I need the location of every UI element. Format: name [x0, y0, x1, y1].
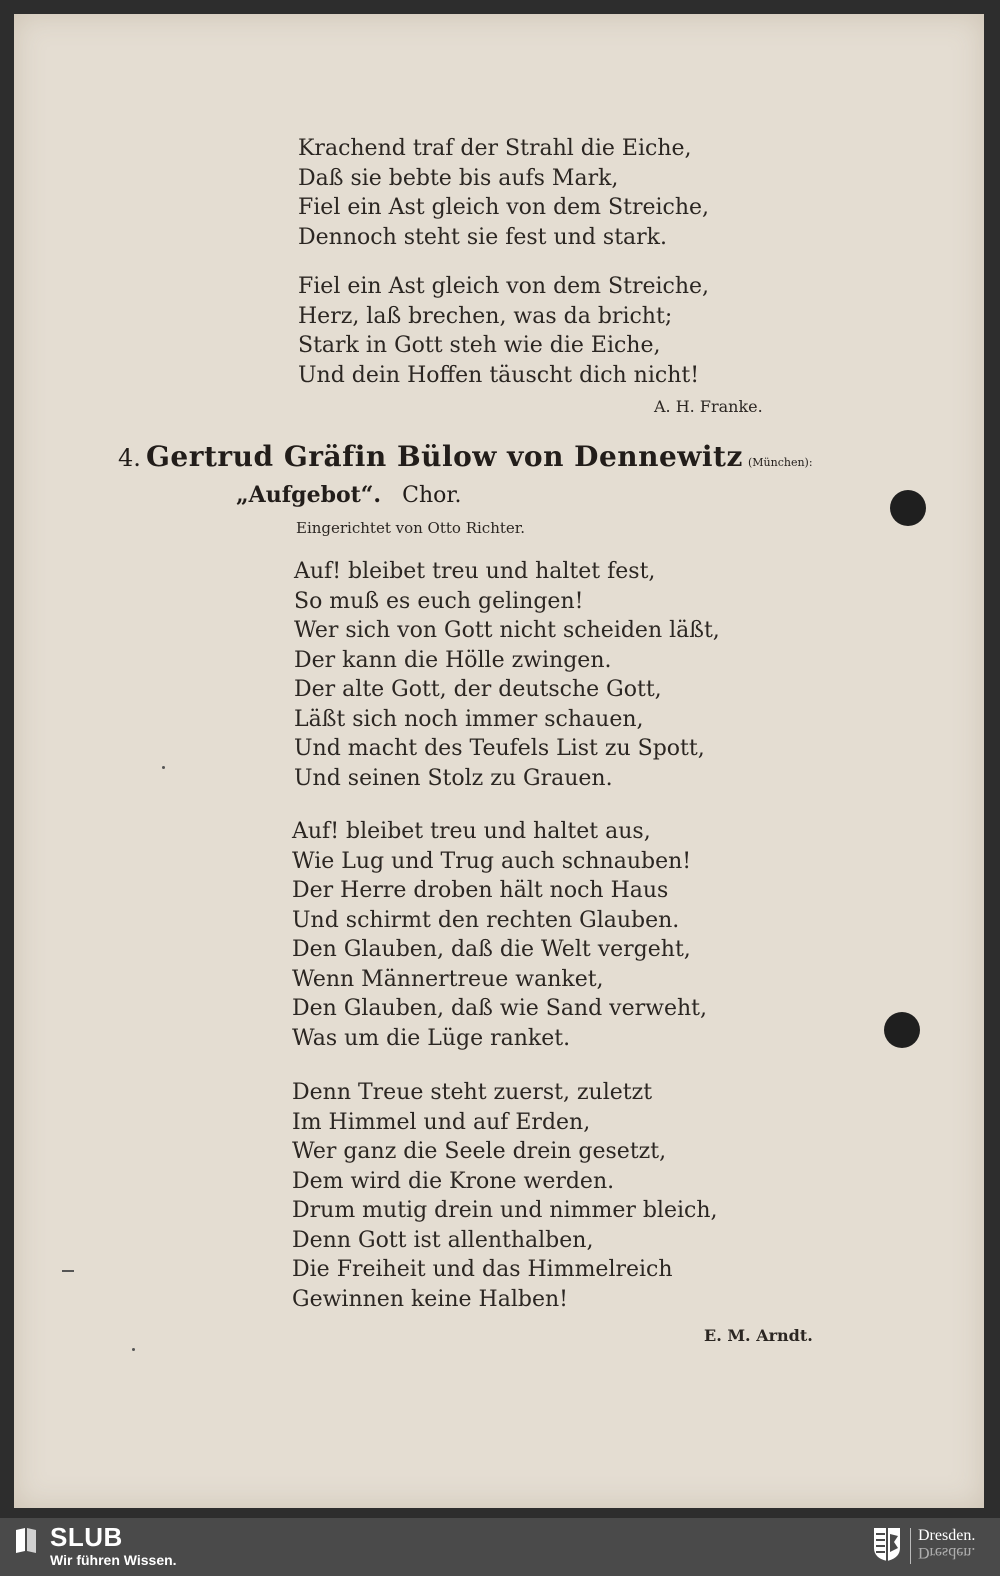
verse-line: Den Glauben, daß wie Sand verweht,: [292, 996, 707, 1021]
dresden-logo-reflection: Dresden.: [918, 1544, 976, 1561]
verse-line: Gewinnen keine Halben!: [292, 1286, 568, 1312]
verse-line: Der kann die Hölle zwingen.: [294, 647, 612, 673]
section-number: 4.: [118, 444, 141, 472]
verse-line: Daß sie bebte bis aufs Mark,: [298, 165, 619, 191]
composer-place: (München):: [747, 456, 813, 469]
verse-line: Dennoch steht sie fest und stark.: [298, 224, 668, 250]
verse-line: Drum mutig drein und nimmer bleich,: [292, 1198, 718, 1223]
piece-subtitle: [236, 482, 461, 508]
verse-line: Der alte Gott, der deutsche Gott,: [294, 677, 662, 702]
verse-line: Wie Lug und Trug auch schnauben!: [292, 848, 692, 874]
verse-line: Den Glauben, daß die Welt vergeht,: [292, 937, 691, 962]
verse-line: Wer ganz die Seele drein gesetzt,: [292, 1139, 667, 1164]
verse-line: Im Himmel und auf Erden,: [292, 1109, 591, 1135]
verse-line: Wenn Männertreue wanket,: [292, 966, 604, 992]
slub-tagline: Wir führen Wissen.: [50, 1552, 177, 1568]
poem2-author: E. M. Arndt.: [704, 1326, 813, 1345]
paper-speck: [132, 1348, 135, 1351]
piece-kind: Chor.: [402, 483, 462, 508]
verse-line: So muß es euch gelingen!: [294, 588, 584, 614]
verse-line: Und dein Hoffen täuscht dich nicht!: [298, 362, 700, 388]
crest-icon[interactable]: [872, 1526, 902, 1562]
verse-line: Die Freiheit und das Himmelreich: [292, 1257, 673, 1282]
paper-speck: [62, 1270, 74, 1272]
verse-line: Herz, laß brechen, was da bricht;: [298, 303, 673, 329]
slub-logo-text[interactable]: SLUB: [50, 1522, 123, 1552]
verse-line: Was um die Lüge ranket.: [292, 1025, 571, 1051]
poem2-stanza-3: [292, 1078, 718, 1314]
footer-divider: [910, 1528, 911, 1564]
verse-line: Und macht des Teufels List zu Spott,: [294, 736, 705, 761]
dresden-logo-text[interactable]: Dresden.: [918, 1527, 976, 1544]
verse-line: Auf! bleibet treu und haltet fest,: [294, 559, 656, 584]
poem1-stanza-1: [298, 134, 709, 252]
verse-line: Fiel ein Ast gleich von dem Streiche,: [298, 195, 710, 220]
verse-line: Denn Gott ist allenthalben,: [292, 1227, 594, 1253]
composer-name: Gertrud Gräfin Bülow von Dennewitz: [146, 440, 743, 473]
punch-hole-bottom: [884, 1012, 920, 1048]
verse-line: Krachend traf der Strahl die Eiche,: [298, 136, 692, 161]
footer-bar: [0, 1518, 1000, 1576]
section-heading: [118, 440, 813, 473]
verse-line: Denn Treue steht zuerst, zuletzt: [292, 1080, 653, 1105]
verse-line: Auf! bleibet treu und haltet aus,: [292, 819, 651, 844]
verse-line: Der Herre droben hält noch Haus: [292, 878, 669, 903]
verse-line: Dem wird die Krone werden.: [292, 1168, 615, 1194]
book-icon[interactable]: [14, 1526, 38, 1554]
verse-line: Fiel ein Ast gleich von dem Streiche,: [298, 274, 710, 299]
poem1-author: A. H. Franke.: [654, 397, 763, 416]
punch-hole-top: [890, 490, 926, 526]
arranger-note: Eingerichtet von Otto Richter.: [296, 519, 526, 537]
verse-line: Stark in Gott steh wie die Eiche,: [298, 333, 661, 358]
verse-line: Und seinen Stolz zu Grauen.: [294, 765, 613, 791]
paper-speck: [162, 766, 165, 769]
piece-title: „Aufgebot“.: [236, 482, 382, 508]
verse-line: Wer sich von Gott nicht scheiden läßt,: [294, 618, 720, 643]
poem2-stanza-2: [292, 817, 707, 1053]
poem1-stanza-2: [298, 272, 709, 390]
poem2-stanza-1: [294, 557, 720, 793]
verse-line: Und schirmt den rechten Glauben.: [292, 907, 680, 933]
verse-line: Läßt sich noch immer schauen,: [294, 706, 644, 732]
